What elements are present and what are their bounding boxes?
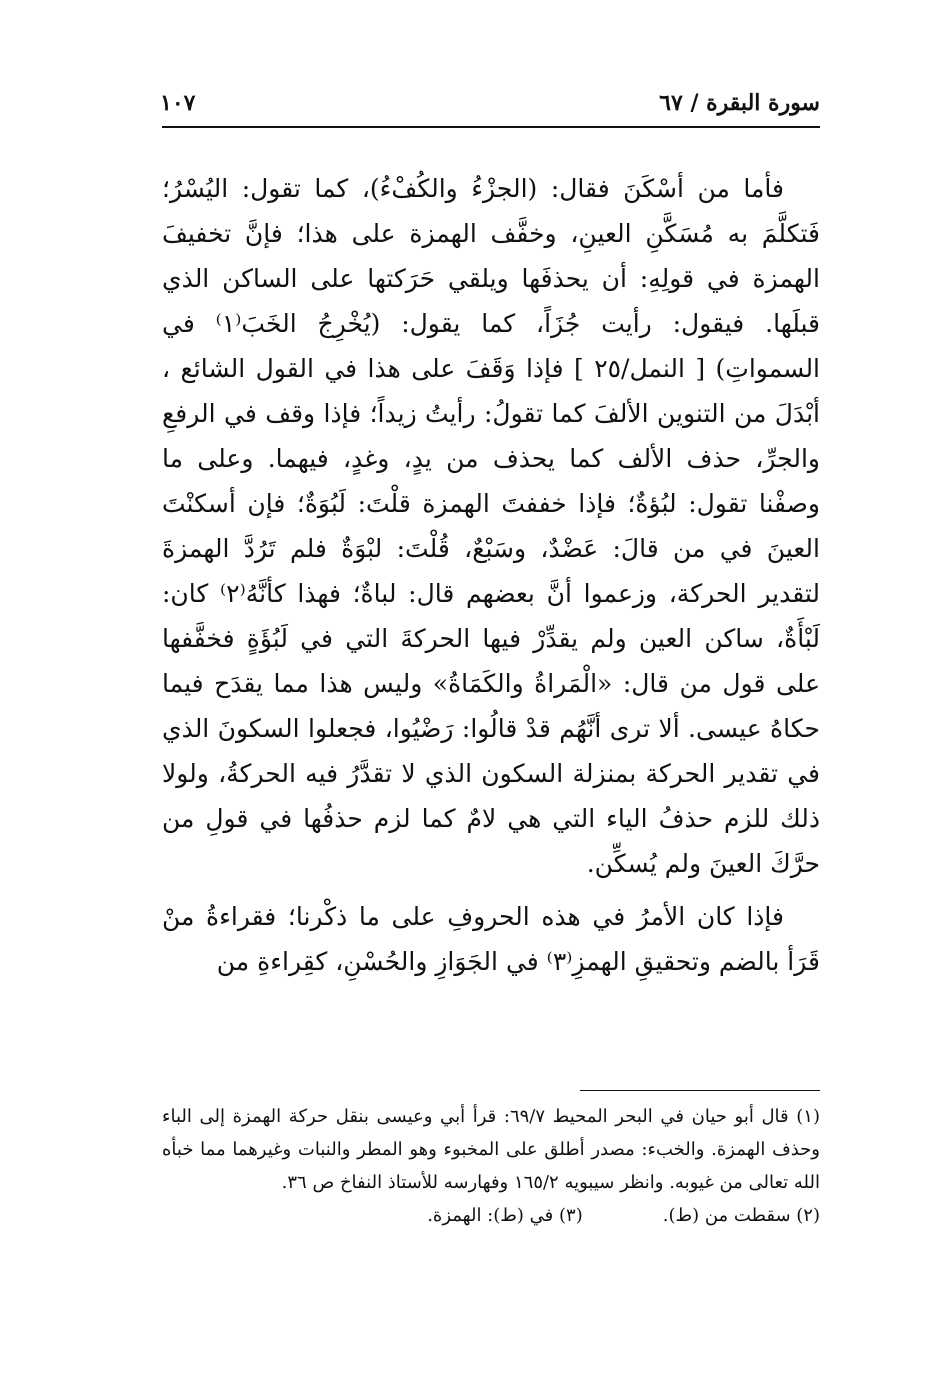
footnotes (162, 1100, 820, 1232)
paragraph: فإذا كان الأمرُ في هذه الحروفِ على ما ذكْرنا؛ فقراءةُ منْ قَرَأ بالضم وتحقيقِ الهمزِ⁽٣⁾ في الجَوَازِ والحُسْنِ، كقِراءةِ من (162, 902, 820, 976)
footnote-1: (١) قال أبو حيان في البحر المحيط ٦٩/٧: قرأ أبي وعيسى بنقل حركة الهمزة إلى الباء وحذف الهمزة. والخبء: مصدر أطلق على المخبوء وهو المطر والنبات وغيرهما مما خبأه الله تعالى من غيوبه. وانظر سيبويه ١٦٥/٢ وفهارسه للأستاذ النفاخ ص ٣٦. (162, 1106, 820, 1193)
footnote-3: (٣) في (ط): الهمزة. (427, 1205, 583, 1226)
footnote-row (162, 1199, 820, 1232)
page-number: ١٠٧ (160, 90, 196, 116)
footnote-2: (٢) سقطت من (ط). (662, 1205, 820, 1226)
main-text (162, 166, 820, 984)
paragraph: فأما من أسْكَنَ فقال: (الجزْءُ والكُفْءُ)، كما تقول: اليُسْرُ؛ فَتكلَّمَ به مُسَكَّنِ العينِ، وخفَّف الهمزة على هذا؛ فإنَّ تخفيفَ الهمزة في قولِهِ: أن يحذفَها ويلقي حَرَكتها على الساكن الذي قبلَها. فيقول: رأيت جُزَاً، كما يقول: (يُخْرِجُ الخَبَ⁽١⁾ في السمواتِ) [ النمل/٢٥ ] فإذا وَقَفَ على هذا في القول الشائع ، أبْدَلَ من التنوين الألفَ كما تقولُ: رأيتُ زيداً؛ فإذا وقف في الرفعِ والجرِّ، حذف الألف كما يحذف من يدٍ، وغدٍ، فيهما. وعلى ما وصفْنا تقول: لبُؤةٌ؛ فإذا خففتَ الهمزة قلْتَ: لَبُوَةٌ؛ فإن أسكنْتَ العينَ في من قالَ: عَضْدٌ، وسَبْعٌ، قُلْتَ: لبْوَةٌ فلم تَرُدَّ الهمزةَ لتقدير الحركة، وزعموا أنَّ بعضهم قال: لباةٌ؛ فهذا كأنَّهُ⁽٢⁾ كان: لَبْأَةٌ، ساكن العين ولم يقدِّرْ فيها الحركةَ التي في لَبُؤَةٍ فخفَّفها على قول من قال: «الْمَراةُ والكَمَاةُ» وليس هذا مما يقدَح فيما حكاهُ عيسى. ألا ترى أنَّهُم قدْ قالُوا: رَضْيُوا، فجعلوا السكونَ الذي في تقدير الحركة بمنزلة السكون الذي لا تقدَّرُ فيه الحركةُ، ولولا ذلك للزم حذفُ الياء التي هي لامٌ كما لزم حذفُها في قولِ من حرَّكَ العينَ ولم يُسكِّن. (162, 174, 821, 878)
running-title: سورة البقرة / ٦٧ (659, 90, 820, 116)
page-header (160, 90, 820, 122)
footnote-rule (580, 1090, 820, 1091)
header-rule (162, 126, 820, 128)
